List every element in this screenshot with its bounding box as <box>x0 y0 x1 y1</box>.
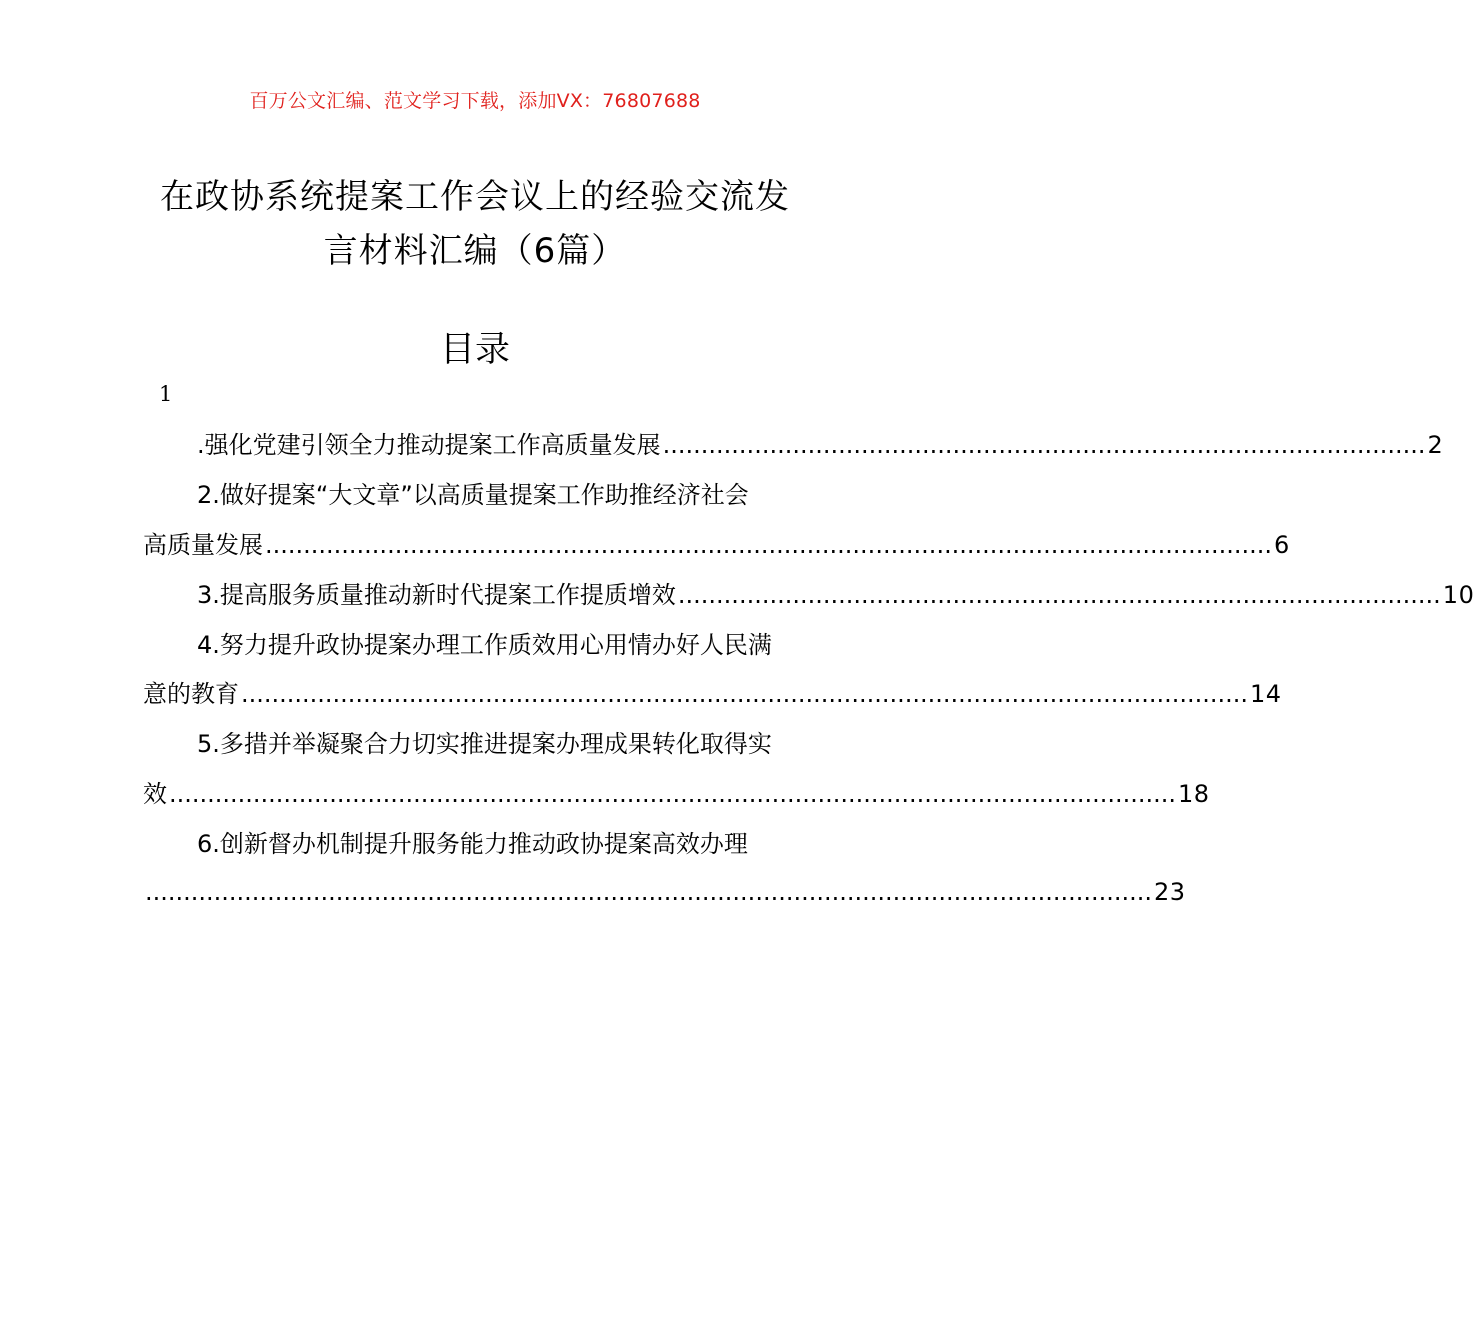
toc-entry-text: 高质量发展 <box>143 531 263 559</box>
toc-heading: 目录 <box>439 330 510 370</box>
toc-page-number: 23 <box>1154 878 1186 906</box>
toc-entry-text: 意的教育 <box>143 680 239 708</box>
toc-page-number: 2 <box>1427 431 1444 459</box>
title-line-2: 言材料汇编（6篇） <box>323 231 627 271</box>
header-banner: 百万公文汇编、范文学习下载，添加VX：76807688 <box>249 90 701 112</box>
toc-entry-2-line-1[interactable]: 2.做好提案“大文章”以高质量提案工作助推经济社会 <box>197 481 749 509</box>
toc-leader-dots: .................................................................................................... <box>662 431 1426 459</box>
toc-entry-5-line-1[interactable]: 5.多措并举凝聚合力切实推进提案办理成果转化取得实 <box>197 730 772 758</box>
toc-leader-dots: .................................................................................................................................... <box>241 680 1249 708</box>
toc-entry-text: 效 <box>143 780 167 808</box>
toc-page-number: 6 <box>1274 531 1290 559</box>
toc-leader-dots: .................................................................................................... <box>677 581 1441 609</box>
document-title <box>120 170 830 278</box>
toc-entry-text: 3.提高服务质量推动新时代提案工作提质增效 <box>197 581 676 609</box>
toc-leader-dots: .................................................................................................................................... <box>169 780 1177 808</box>
toc-entry-text: .强化党建引领全力推动提案工作高质量发展 <box>197 431 661 459</box>
toc-entry-2[interactable] <box>143 525 1290 565</box>
toc-leader-dots: .................................................................................................................................... <box>145 878 1153 906</box>
toc-entry-1[interactable] <box>143 425 1444 465</box>
toc-entry-6-line-1[interactable]: 6.创新督办机制提升服务能力推动政协提案高效办理 <box>197 830 748 858</box>
toc-entry-6[interactable] <box>143 872 1186 912</box>
page-marker: 1 <box>159 382 173 406</box>
toc-page-number: 10 <box>1442 581 1474 609</box>
toc-entry-4[interactable] <box>143 674 1282 714</box>
toc-page-number: 14 <box>1250 680 1282 708</box>
title-line-1: 在政协系统提案工作会议上的经验交流发 <box>160 177 790 217</box>
toc-page-number: 18 <box>1178 780 1210 808</box>
toc-entry-3[interactable] <box>143 575 1474 615</box>
toc-entry-4-line-1[interactable]: 4.努力提升政协提案办理工作质效用心用情办好人民满 <box>197 631 772 659</box>
toc-leader-dots: .................................................................................................................................... <box>265 531 1273 559</box>
toc-entry-5[interactable] <box>143 774 1210 814</box>
